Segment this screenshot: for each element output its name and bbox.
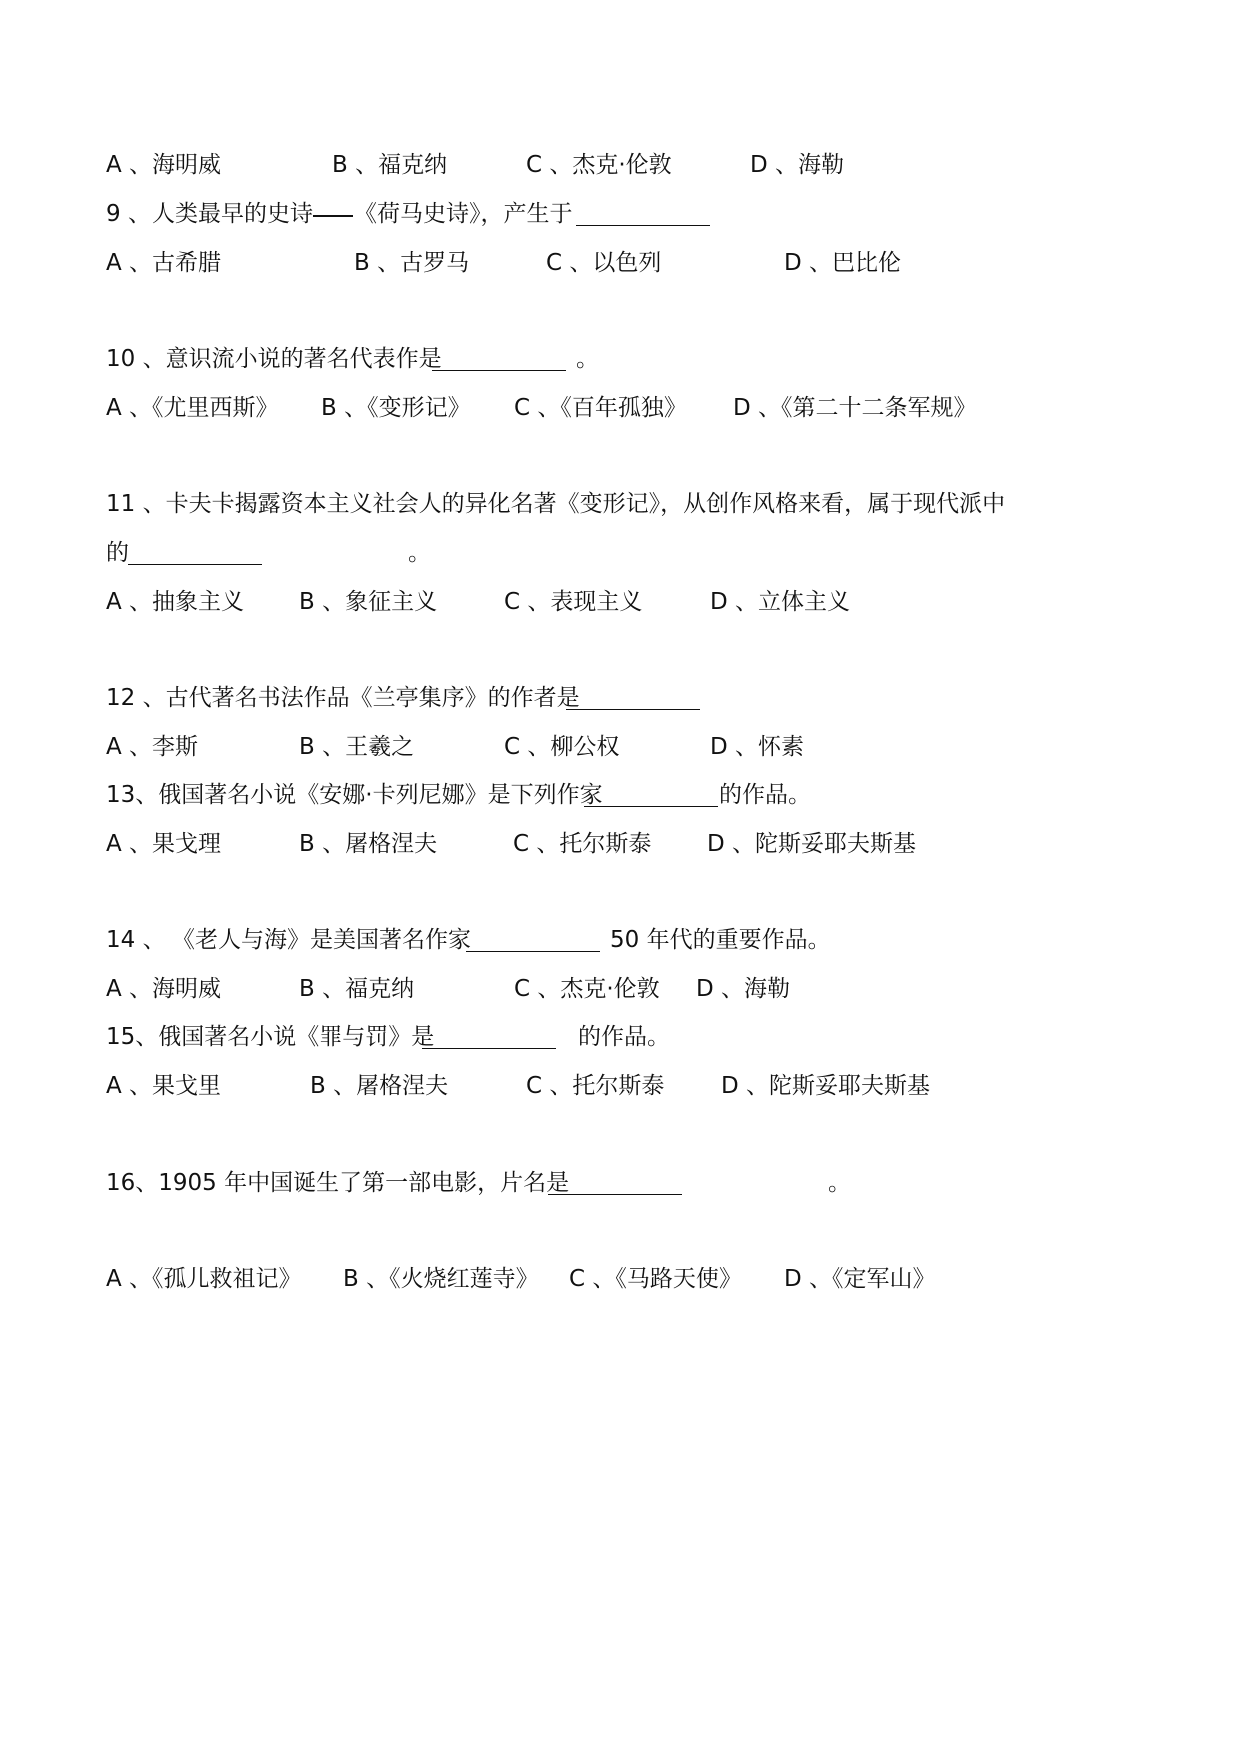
option-d: D 、巴比伦	[784, 250, 902, 276]
option-b: B 、屠格涅夫	[310, 1073, 449, 1099]
option-d: D 、立体主义	[710, 589, 851, 615]
option-b: B 、福克纳	[332, 152, 448, 178]
dash-rule	[313, 215, 353, 217]
question-tail: 的作品。	[578, 1024, 670, 1050]
question-tail: 。	[828, 1170, 851, 1196]
question-tail: 。	[408, 540, 431, 566]
option-b: B 、福克纳	[299, 976, 415, 1002]
q13-stem	[0, 775, 1241, 815]
option-d: D 、《第二十二条军规》	[733, 395, 977, 421]
option-b: B 、王羲之	[299, 734, 415, 760]
question-tail: 的作品。	[719, 782, 811, 808]
answer-blank	[432, 370, 566, 371]
option-d: D 、海勒	[750, 152, 845, 178]
option-b: B 、屠格涅夫	[299, 831, 438, 857]
q10-options	[0, 388, 1241, 428]
q9-options	[0, 243, 1241, 283]
option-d: D 、《定军山》	[784, 1266, 936, 1292]
option-c: C 、《马路天使》	[569, 1266, 742, 1292]
option-c: C 、《百年孤独》	[514, 395, 687, 421]
answer-blank	[422, 1048, 556, 1049]
option-a: A 、《尤里西斯》	[106, 395, 279, 421]
option-c: C 、杰克·伦敦	[526, 152, 672, 178]
q16-options	[0, 1259, 1241, 1299]
q14-options	[0, 969, 1241, 1009]
answer-blank	[466, 951, 600, 952]
q16-stem	[0, 1163, 1241, 1203]
option-b: B 、《变形记》	[321, 395, 471, 421]
q11-stem-continued	[0, 533, 1241, 573]
option-d: D 、陀斯妥耶夫斯基	[707, 831, 917, 857]
question-text: 人类最早的史诗	[152, 201, 313, 227]
option-a: A 、海明威	[106, 976, 222, 1002]
option-a: A 、果戈里	[106, 1073, 222, 1099]
q11-options	[0, 582, 1241, 622]
q14-stem	[0, 920, 1241, 960]
option-c: C 、柳公权	[504, 734, 620, 760]
answer-blank	[584, 806, 718, 807]
question-text: 《荷马史诗》，产生于	[354, 201, 573, 227]
question-text: 15、俄国著名小说《罪与罚》是	[106, 1024, 435, 1050]
question-text: 16、1905 年中国诞生了第一部电影，片名是	[106, 1170, 570, 1196]
q12-options	[0, 727, 1241, 767]
option-c: C 、以色列	[546, 250, 662, 276]
q13-options	[0, 824, 1241, 864]
q15-stem	[0, 1017, 1241, 1057]
option-a: A 、李斯	[106, 734, 199, 760]
question-number: 9 、	[106, 201, 151, 227]
question-text: 的	[106, 540, 129, 566]
option-c: C 、托尔斯泰	[526, 1073, 665, 1099]
question-text: 10 、意识流小说的著名代表作是	[106, 346, 442, 372]
q8-options	[0, 145, 1241, 185]
option-a: A 、古希腊	[106, 250, 222, 276]
q9-stem	[0, 194, 1241, 234]
question-tail: 50 年代的重要作品。	[610, 927, 831, 953]
option-c: C 、杰克·伦敦	[514, 976, 660, 1002]
question-text: 13、俄国著名小说《安娜·卡列尼娜》是下列作家	[106, 782, 603, 808]
option-b: B 、古罗马	[354, 250, 470, 276]
option-b: B 、《火烧红莲寺》	[343, 1266, 539, 1292]
question-text: 11 、卡夫卡揭露资本主义社会人的异化名著《变形记》，从创作风格来看，属于现代派中	[106, 491, 1006, 517]
question-tail: 。	[576, 346, 599, 372]
option-d: D 、怀素	[710, 734, 805, 760]
option-a: A 、《孤儿救祖记》	[106, 1266, 302, 1292]
answer-blank	[548, 1194, 682, 1195]
option-a: A 、抽象主义	[106, 589, 245, 615]
option-d: D 、陀斯妥耶夫斯基	[721, 1073, 931, 1099]
option-d: D 、海勒	[696, 976, 791, 1002]
q12-stem	[0, 678, 1241, 718]
option-a: A 、果戈理	[106, 831, 222, 857]
option-a: A 、海明威	[106, 152, 222, 178]
q15-options	[0, 1066, 1241, 1106]
question-text: 《老人与海》是美国著名作家	[172, 927, 471, 953]
q10-stem	[0, 339, 1241, 379]
answer-blank	[576, 225, 710, 226]
q11-stem	[0, 484, 1241, 524]
option-b: B 、象征主义	[299, 589, 438, 615]
option-c: C 、托尔斯泰	[513, 831, 652, 857]
answer-blank	[566, 709, 700, 710]
option-c: C 、表现主义	[504, 589, 643, 615]
answer-blank	[128, 564, 262, 565]
question-number: 14 、	[106, 927, 166, 953]
question-text: 12 、古代著名书法作品《兰亭集序》的作者是	[106, 685, 580, 711]
